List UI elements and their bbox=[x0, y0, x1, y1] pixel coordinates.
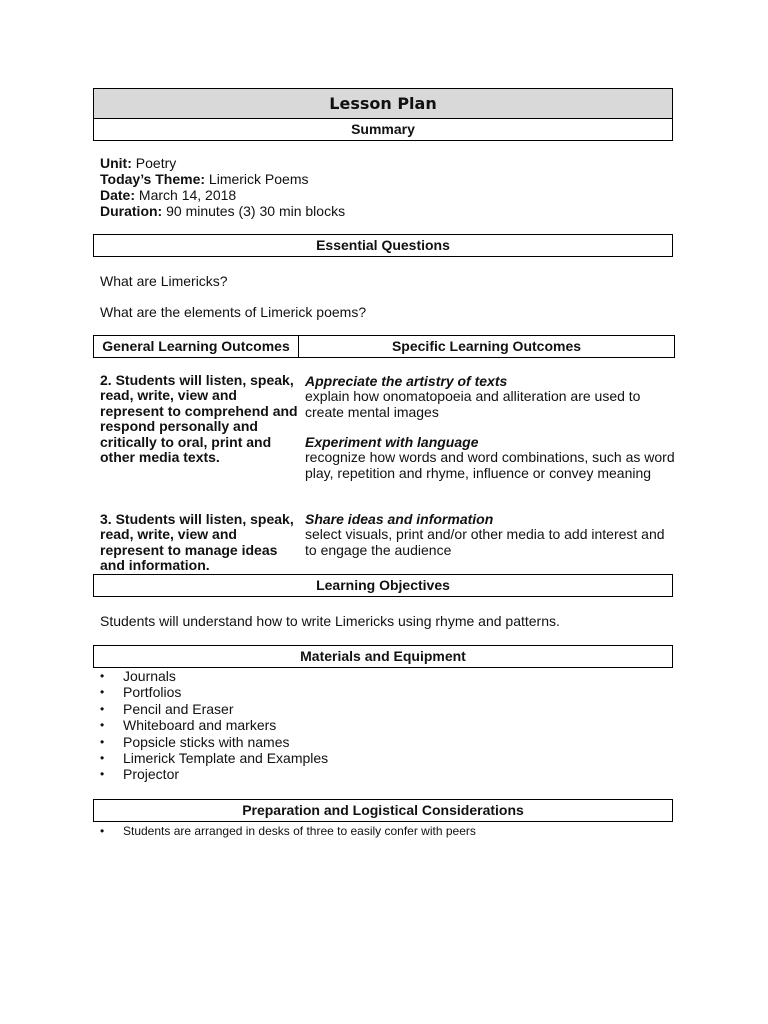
general-outcome-2: 2. Students will listen, speak, read, write, view and represent to comprehend and respond personally and critically to oral, print and other media texts. bbox=[100, 372, 298, 466]
essential-questions-heading: Essential Questions bbox=[93, 234, 673, 257]
learning-objectives-text: Students will understand how to write Limericks using rhyme and patterns. bbox=[100, 613, 560, 629]
page-title: Lesson Plan bbox=[93, 88, 673, 119]
bullet-icon: • bbox=[100, 734, 105, 749]
specific-outcome-2-heading: Experiment with language bbox=[305, 434, 479, 450]
unit-line bbox=[100, 155, 345, 171]
list-item: • Portfolios bbox=[100, 684, 182, 701]
list-item: • Students are arranged in desks of three to easily confer with peers bbox=[100, 824, 476, 838]
duration-label: Duration: bbox=[100, 203, 163, 219]
outcomes-header bbox=[93, 335, 675, 358]
essential-question-1: What are Limericks? bbox=[100, 273, 228, 289]
materials-heading: Materials and Equipment bbox=[93, 645, 673, 668]
date-line bbox=[100, 187, 345, 203]
general-outcome-3: 3. Students will listen, speak, read, write, view and represent to manage ideas and information. bbox=[100, 511, 294, 574]
specific-outcome-3 bbox=[305, 512, 675, 558]
duration-line bbox=[100, 203, 345, 219]
specific-outcome-1-text: explain how onomatopoeia and alliteration are used to create mental images bbox=[305, 388, 641, 420]
list-item: • Journals bbox=[100, 668, 176, 684]
specific-outcome-2 bbox=[305, 435, 675, 481]
bullet-icon: • bbox=[100, 767, 105, 782]
specific-outcome-1 bbox=[305, 374, 675, 420]
preparation-heading: Preparation and Logistical Considerations bbox=[93, 799, 673, 822]
bullet-icon: • bbox=[100, 701, 105, 716]
bullet-icon: • bbox=[100, 750, 105, 765]
date-label: Date: bbox=[100, 187, 136, 203]
unit-label: Unit: bbox=[100, 155, 132, 171]
general-outcomes-heading: General Learning Outcomes bbox=[93, 335, 299, 358]
theme-label: Today’s Theme: bbox=[100, 171, 206, 187]
list-item: • Pencil and Eraser bbox=[100, 700, 234, 717]
specific-outcome-2-text: recognize how words and word combinations, such as word play, repetition and rhyme, influence or convey meaning bbox=[305, 449, 675, 481]
bullet-icon: • bbox=[100, 669, 105, 683]
bullet-icon: • bbox=[100, 685, 105, 700]
duration-value: 90 minutes (3) 30 min blocks bbox=[166, 203, 346, 219]
list-item: • Limerick Template and Examples bbox=[100, 749, 329, 766]
unit-value: Poetry bbox=[135, 155, 177, 171]
bullet-icon: • bbox=[100, 824, 105, 838]
essential-question-2: What are the elements of Limerick poems? bbox=[100, 304, 367, 320]
materials-list bbox=[100, 668, 328, 783]
list-item: • Whiteboard and markers bbox=[100, 717, 277, 734]
list-item: • Projector bbox=[100, 766, 180, 783]
theme-line bbox=[100, 171, 345, 187]
date-value: March 14, 2018 bbox=[138, 187, 237, 203]
specific-outcome-3-text: select visuals, print and/or other media to add interest and to engage the audience bbox=[305, 526, 665, 558]
list-item: • Popsicle sticks with names bbox=[100, 733, 290, 750]
theme-value: Limerick Poems bbox=[208, 171, 309, 187]
specific-outcome-1-heading: Appreciate the artistry of texts bbox=[305, 373, 508, 389]
summary-heading: Summary bbox=[93, 118, 673, 141]
summary-block bbox=[100, 155, 345, 219]
bullet-icon: • bbox=[100, 718, 105, 733]
learning-objectives-heading: Learning Objectives bbox=[93, 574, 673, 597]
specific-outcome-3-heading: Share ideas and information bbox=[305, 511, 494, 527]
preparation-list bbox=[100, 824, 476, 838]
specific-outcomes-heading: Specific Learning Outcomes bbox=[299, 335, 675, 358]
